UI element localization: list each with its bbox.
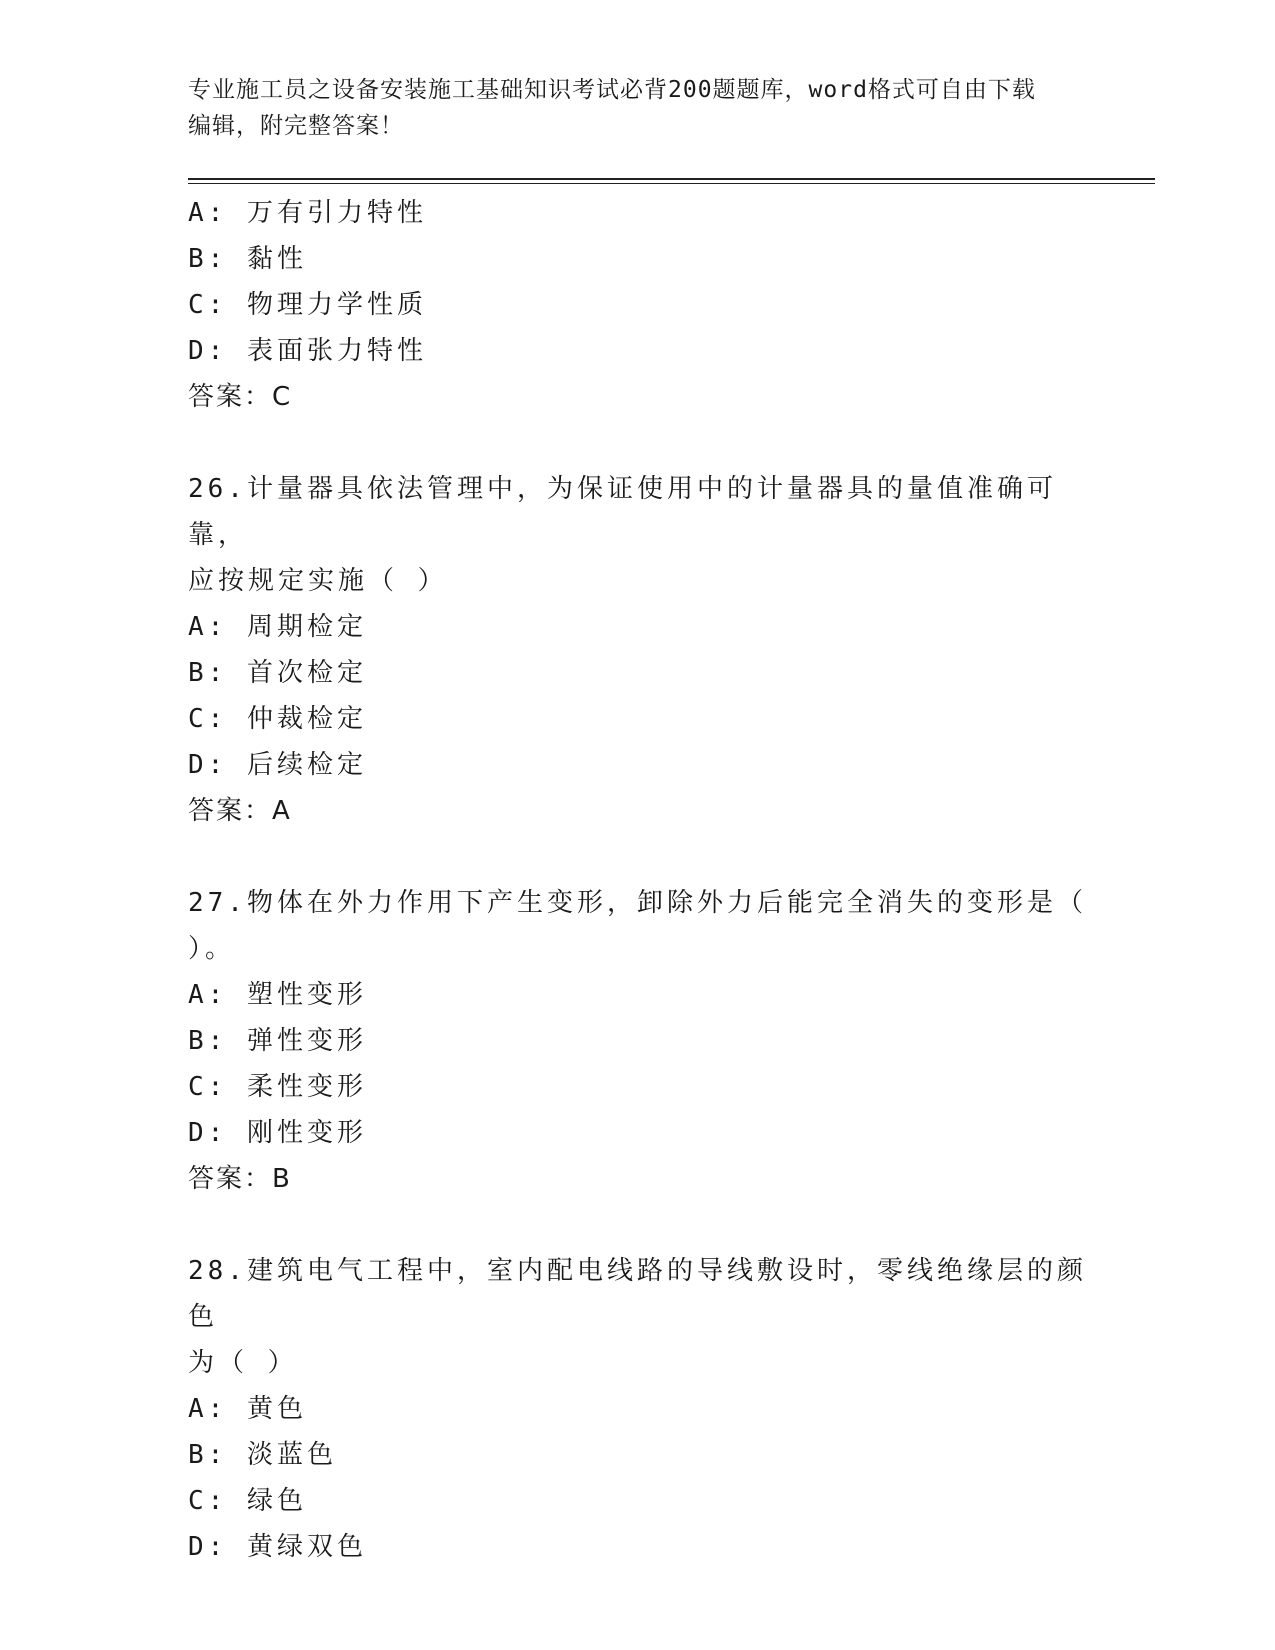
question-28: [188, 1248, 1088, 1570]
question-spacer: [188, 834, 1088, 880]
question-list: [188, 190, 1088, 1570]
header-title-line-1: 专业施工员之设备安装施工基础知识考试必背200题题库，word格式可自由下载: [188, 77, 1036, 103]
question-27: [188, 880, 1088, 1202]
option-d: D: 表面张力特性: [188, 336, 427, 366]
question-25: [188, 190, 1088, 420]
question-spacer: [188, 420, 1088, 466]
header-title-line-2: 编辑，附完整答案！: [188, 113, 404, 139]
option-a: A: 黄色: [188, 1394, 307, 1424]
header-divider-thin: [188, 183, 1155, 184]
option-c: C: 绿色: [188, 1486, 307, 1516]
option-b: B: 首次检定: [188, 658, 367, 688]
option-d: D: 黄绿双色: [188, 1532, 367, 1562]
option-b: B: 黏性: [188, 244, 307, 274]
answer-line: 答案：A: [188, 796, 292, 826]
header-divider-thick: [188, 178, 1155, 180]
option-c: C: 仲裁检定: [188, 704, 367, 734]
option-a: A: 周期检定: [188, 612, 367, 642]
question-spacer: [188, 1202, 1088, 1248]
question-26: [188, 466, 1088, 834]
answer-line: 答案：C: [188, 382, 293, 412]
question-stem-line-1: 26.计量器具依法管理中，为保证使用中的计量器具的量值准确可靠，: [188, 474, 1057, 550]
answer-line: 答案：B: [188, 1164, 292, 1194]
question-stem-line-2: 应按规定实施（ ）: [188, 566, 448, 596]
option-c: C: 物理力学性质: [188, 290, 427, 320]
option-b: B: 弹性变形: [188, 1026, 367, 1056]
document-header: [188, 72, 1068, 144]
option-a: A: 万有引力特性: [188, 198, 427, 228]
option-b: B: 淡蓝色: [188, 1440, 337, 1470]
question-stem-line-1: 28.建筑电气工程中，室内配电线路的导线敷设时，零线绝缘层的颜色: [188, 1256, 1087, 1332]
option-d: D: 后续检定: [188, 750, 367, 780]
option-d: D: 刚性变形: [188, 1118, 367, 1148]
option-a: A: 塑性变形: [188, 980, 367, 1010]
question-stem-line-2: 为（ ）: [188, 1348, 298, 1378]
question-stem-line-2: ）。: [188, 934, 236, 964]
option-c: C: 柔性变形: [188, 1072, 367, 1102]
question-stem-line-1: 27.物体在外力作用下产生变形，卸除外力后能完全消失的变形是（: [188, 888, 1087, 918]
